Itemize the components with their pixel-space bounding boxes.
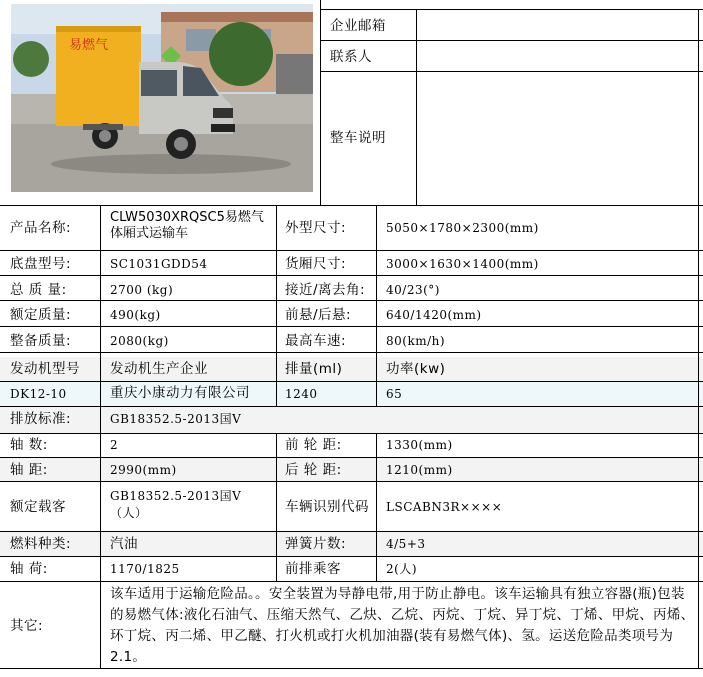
rear-track-label: 后 轮 距: <box>285 462 342 478</box>
rated-mass-label: 额定质量: <box>10 307 72 323</box>
front-passengers-label: 前排乘客 <box>285 561 341 577</box>
grid-line <box>0 457 703 458</box>
outer-dimensions-value: 5050×1780×2300(mm) <box>386 221 539 235</box>
grid-line <box>320 0 321 205</box>
emission-label: 排放标准: <box>10 411 72 427</box>
power-header: 功率(kw) <box>386 361 446 377</box>
grid-line <box>0 406 703 407</box>
front-passengers-value: 2(人) <box>386 562 417 576</box>
spring-leaves-value: 4/5+3 <box>386 537 426 551</box>
product-name-value: CLW5030XRQSC5易燃气体厢式运输车 <box>110 210 264 241</box>
emission-band <box>0 406 703 433</box>
rated-mass-value: 490(kg) <box>110 308 161 322</box>
grid-line <box>0 352 703 353</box>
engine-maker-value: 重庆小康动力有限公司 <box>110 385 250 401</box>
vin-value: LSCABN3R×××× <box>386 500 503 514</box>
grid-line <box>0 531 703 532</box>
max-speed-value: 80(km/h) <box>386 334 446 348</box>
axle-count-label: 轴 数: <box>10 437 48 453</box>
max-speed-label: 最高车速: <box>285 333 347 349</box>
overhang-value: 640/1420(mm) <box>386 308 482 322</box>
curb-weight-value: 2080(kg) <box>110 334 169 348</box>
grid-line <box>320 40 703 41</box>
cargo-dimensions-value: 3000×1630×1400(mm) <box>386 257 539 271</box>
cargo-dimensions-label: 货厢尺寸: <box>285 256 347 272</box>
email-value <box>420 10 698 40</box>
axle-count-value: 2 <box>110 438 119 452</box>
product-name-label: 产品名称: <box>10 220 72 236</box>
grid-line <box>416 9 417 205</box>
grid-line <box>0 556 703 557</box>
fuel-type-value: 汽油 <box>110 536 138 552</box>
gross-weight-value: 2700 (kg) <box>110 283 174 297</box>
grid-line <box>276 433 277 581</box>
engine-data-band <box>0 381 703 406</box>
grid-line <box>320 9 703 10</box>
email-label: 企业邮箱 <box>330 18 386 34</box>
front-track-label: 前 轮 距: <box>285 437 342 453</box>
rear-track-value: 1210(mm) <box>386 463 453 477</box>
other-label: 其它: <box>10 618 44 634</box>
grid-line <box>0 381 703 382</box>
overhang-label: 前悬/后悬: <box>285 307 352 323</box>
rated-passengers-label: 额定载客 <box>10 499 66 515</box>
grid-line <box>0 581 703 582</box>
engine-header-band <box>0 357 703 381</box>
grid-line <box>0 250 703 251</box>
box-sign-text: 易燃气 <box>69 38 109 53</box>
displacement-header: 排量(ml) <box>285 361 343 377</box>
engine-model-header: 发动机型号 <box>10 361 80 377</box>
grid-line <box>0 300 703 301</box>
grid-line <box>0 481 703 482</box>
grid-line <box>376 205 377 406</box>
engine-maker-header: 发动机生产企业 <box>110 361 208 377</box>
approach-departure-angle-label: 接近/离去角: <box>285 282 366 298</box>
vin-label: 车辆识别代码 <box>285 499 369 515</box>
grid-line <box>276 205 277 406</box>
approach-departure-angle-value: 40/23(°) <box>386 283 440 297</box>
truck-photo <box>11 4 313 192</box>
displacement-value: 1240 <box>285 387 318 401</box>
grid-line <box>0 326 703 327</box>
rated-passengers-value: GB18352.5-2013国V（人） <box>110 489 242 520</box>
engine-model-value: DK12-10 <box>10 387 67 401</box>
grid-line <box>0 668 703 669</box>
spring-leaves-label: 弹簧片数: <box>285 536 347 552</box>
fuel-type-label: 燃料种类: <box>10 536 72 552</box>
emission-value: GB18352.5-2013国V <box>110 412 242 426</box>
grid-line <box>0 275 703 276</box>
front-track-value: 1330(mm) <box>386 438 453 452</box>
gross-weight-label: 总 质 量: <box>10 282 67 298</box>
axle-load-label: 轴 荷: <box>10 561 48 577</box>
chassis-model-value: SC1031GDD54 <box>110 257 208 271</box>
wheelbase-value: 2990(mm) <box>110 463 177 477</box>
grid-line <box>100 205 101 669</box>
power-value: 65 <box>386 387 403 401</box>
chassis-model-label: 底盘型号: <box>10 256 72 272</box>
outer-dimensions-label: 外型尺寸: <box>285 220 347 236</box>
grid-line <box>376 433 377 581</box>
grid-line <box>320 71 703 72</box>
other-description: 该车适用于运输危险品。。安全装置为导静电带,用于防止静电。该车运输具有独立容器(瓶)包装的易燃气体:液化石油气、压缩天然气、乙炔、乙烷、丙烷、丁烷、异丁烷、丁烯、甲烷、丙烯、环丁烷、丙二烯、甲乙醚、打火机或打火机加油器(装有易燃气体)、氢。运送危险品类项号为2.1。 <box>110 586 695 665</box>
axle-load-value: 1170/1825 <box>110 562 180 576</box>
wheelbase-label: 轴 距: <box>10 462 48 478</box>
vehicle-description-label: 整车说明 <box>330 130 386 146</box>
fuel-band <box>0 531 703 556</box>
contact-label: 联系人 <box>330 49 372 65</box>
grid-line <box>698 9 699 669</box>
curb-weight-label: 整备质量: <box>10 333 72 349</box>
grid-line <box>0 433 703 434</box>
grid-line <box>0 205 703 206</box>
wheelbase-band <box>0 457 703 481</box>
